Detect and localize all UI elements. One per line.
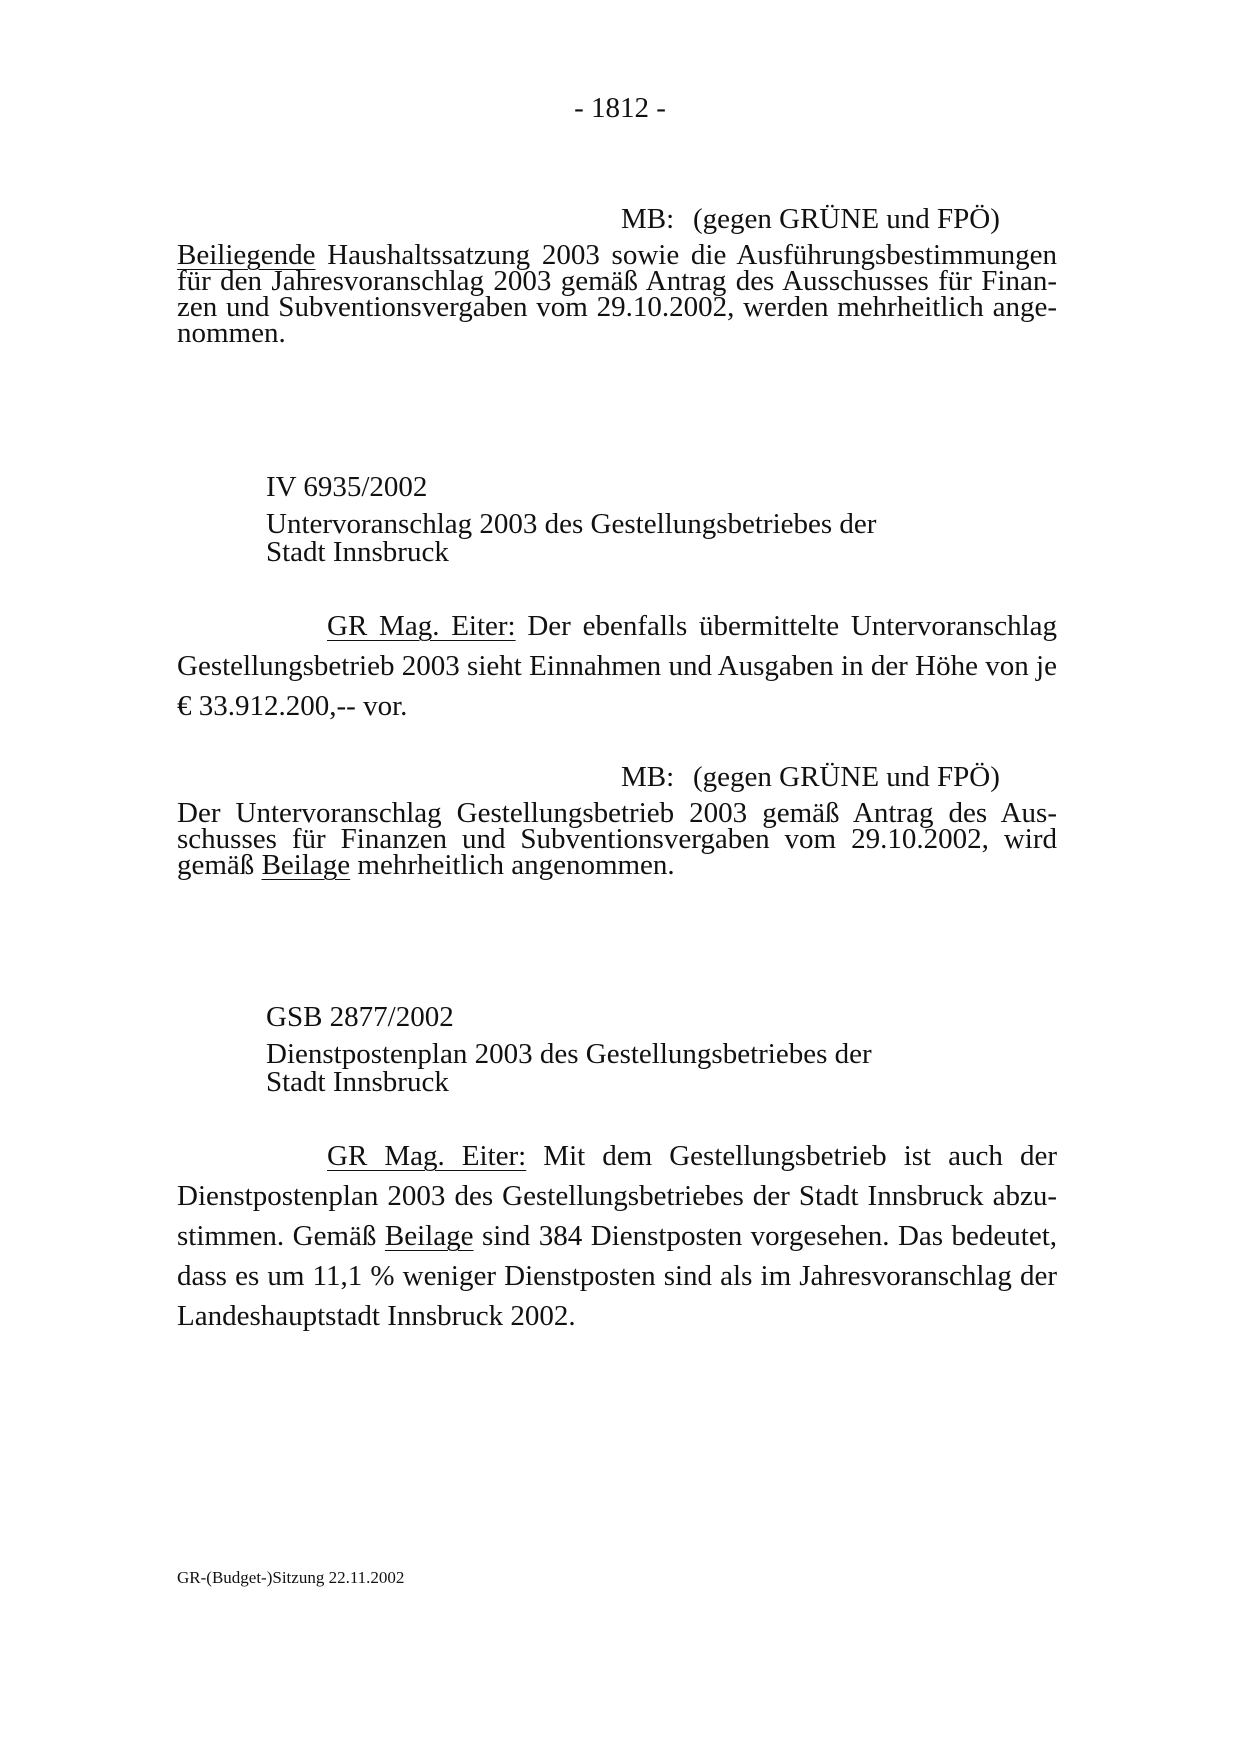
footer: GR-(Budget-)Sitzung 22.11.2002 [177, 1568, 405, 1587]
statement-text: Mit dem Gestellungsbetrieb ist auch der Dienstpostenplan 2003 des Gestellungsbetriebes der Stadt Innsbruck abzustimmen. Gemäß [177, 1140, 1057, 1252]
item-title-line: Stadt Innsbruck [266, 1066, 449, 1098]
resolution-underlined-term: Beilage [261, 849, 351, 881]
resolution-underlined-term: Beiliegende [177, 239, 316, 271]
speaker-name: GR Mag. Eiter: [327, 610, 516, 642]
resolution-2 [177, 797, 1057, 881]
vote-label: MB: [621, 203, 675, 235]
item-title-line: Dienstpostenplan 2003 des Gestellungsbetriebes der [266, 1038, 872, 1070]
item-reference-2: GSB 2877/2002 [266, 1001, 454, 1033]
statement-text: Der ebenfalls übermittelte Untervoranschlag Gestellungsbetrieb 2003 sieht Einnahmen und Ausgaben in der Höhe von je € 33.912.200,-- vor. [177, 610, 1058, 722]
resolution-1 [177, 239, 1058, 349]
vote-detail: (gegen GRÜNE und FPÖ) [693, 761, 1000, 793]
vote-detail: (gegen GRÜNE und FPÖ) [693, 203, 1000, 235]
resolution-text: mehrheitlich angenommen. [357, 849, 675, 881]
statement-text: sind 384 Dienstposten vorgesehen. Das bedeutet, dass es um 11,1 % weniger Dienstposten sind als im Jahresvoranschlag der Landeshauptstadt Innsbruck 2002. [177, 1220, 1058, 1332]
speaker-statement-1 [177, 606, 1057, 726]
speaker-statement-2 [177, 1136, 1057, 1336]
item-title-1 [266, 510, 986, 566]
resolution-text: Haushaltssatzung 2003 sowie die Ausführungsbestimmungen für den Jahresvoranschlag 2003 gemäß Antrag des Ausschusses für Finanzen und Subventionsvergaben vom 29.10.2002, werden mehrheitlich angenommen. [177, 239, 1058, 349]
vote-result-2 [621, 760, 1000, 794]
resolution-text: Der Untervoranschlag Gestellungsbetrieb 2003 gemäß Antrag des Ausschusses für Finanzen und Subventionsvergaben vom 29.10.2002, wird gemäß [177, 797, 1057, 881]
item-title-line: Untervoranschlag 2003 des Gestellungsbetriebes der [266, 508, 877, 540]
vote-result-1 [621, 202, 1000, 236]
statement-underlined-term: Beilage [384, 1220, 474, 1252]
vote-label: MB: [621, 761, 675, 793]
page-number: - 1812 - [574, 92, 666, 124]
item-reference-1: IV 6935/2002 [266, 471, 428, 503]
item-title-line: Stadt Innsbruck [266, 536, 449, 568]
item-title-2 [266, 1040, 986, 1096]
speaker-name: GR Mag. Eiter: [327, 1140, 527, 1172]
